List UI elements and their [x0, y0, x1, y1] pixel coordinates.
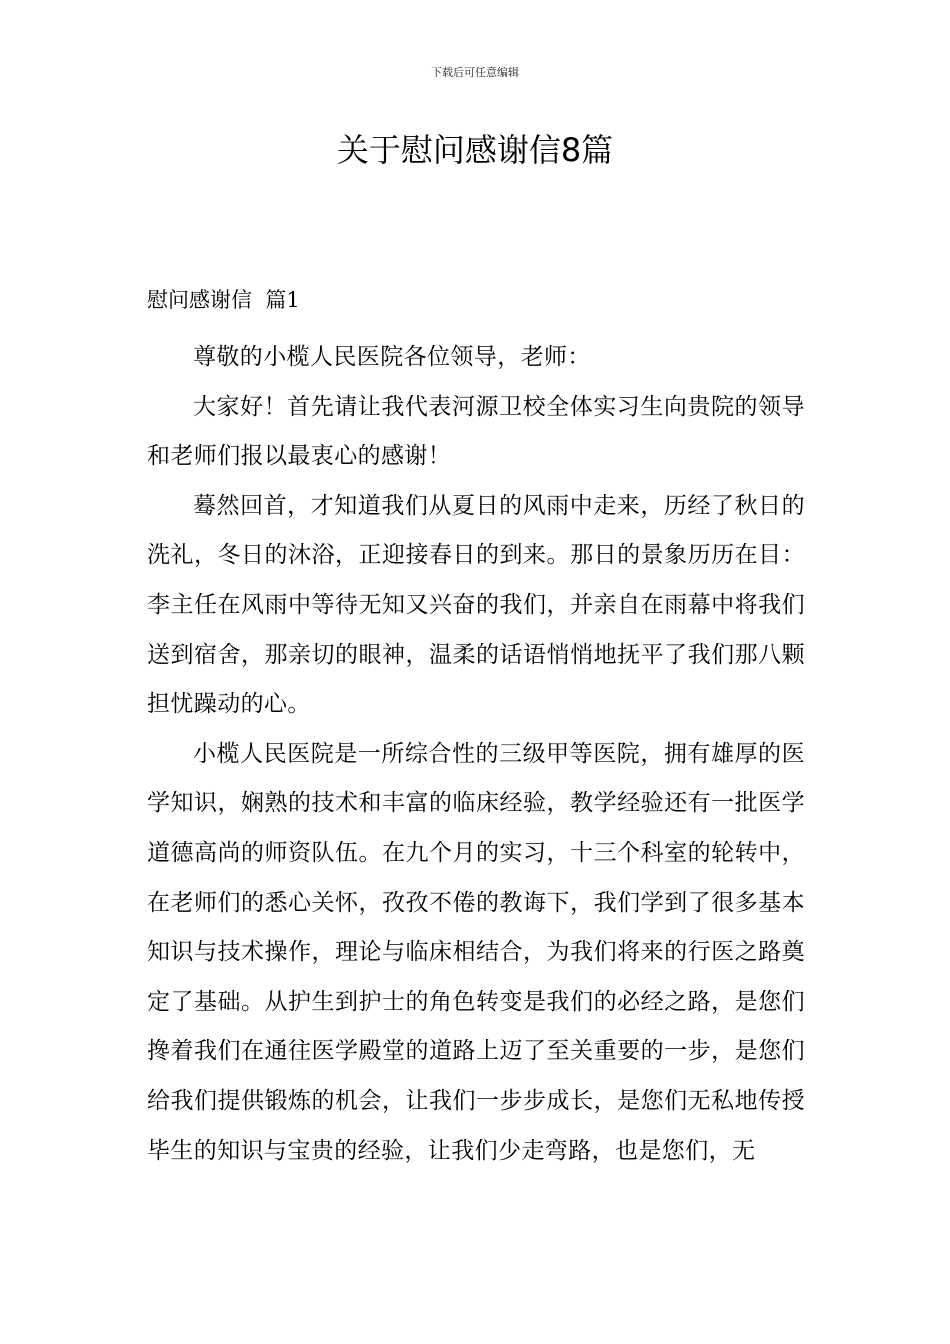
header-note: 下载后可任意编辑 — [431, 66, 519, 79]
paragraph-greeting: 大家好！首先请让我代表河源卫校全体实习生向贵院的领导和老师们报以最衷心的感谢！ — [147, 393, 805, 470]
paragraph-recollection: 蓦然回首，才知道我们从夏日的风雨中走来，历经了秋日的洗礼，冬日的沐浴，正迎接春日的到来。那日的景象历历在目：李主任在风雨中等待无知又兴奋的我们，并亲自在雨幕中将我们送到宿舍，那亲切的眼神，温柔的话语悄悄地抚平了我们那八颗担忧躁动的心。 — [147, 492, 805, 718]
section-heading: 慰问感谢信 篇1 — [147, 288, 300, 312]
body-text — [147, 333, 805, 1176]
document-title: 关于慰问感谢信8篇 — [336, 131, 614, 169]
paragraph-hospital: 小榄人民医院是一所综合性的三级甲等医院，拥有雄厚的医学知识，娴熟的技术和丰富的临床经验，教学经验还有一批医学道德高尚的师资队伍。在九个月的实习，十三个科室的轮转中，在老师们的悉心关怀，孜孜不倦的教诲下，我们学到了很多基本知识与技术操作，理论与临床相结合，为我们将来的行医之路奠定了基础。从护生到护士的角色转变是我们的必经之路，是您们搀着我们在通往医学殿堂的道路上迈了至关重要的一步，是您们给我们提供锻炼的机会，让我们一步步成长，是您们无私地传授毕生的知识与宝贵的经验，让我们少走弯路，也是您们，无 — [147, 740, 805, 1164]
paragraph-salutation: 尊敬的小榄人民医院各位领导，老师： — [193, 344, 591, 370]
